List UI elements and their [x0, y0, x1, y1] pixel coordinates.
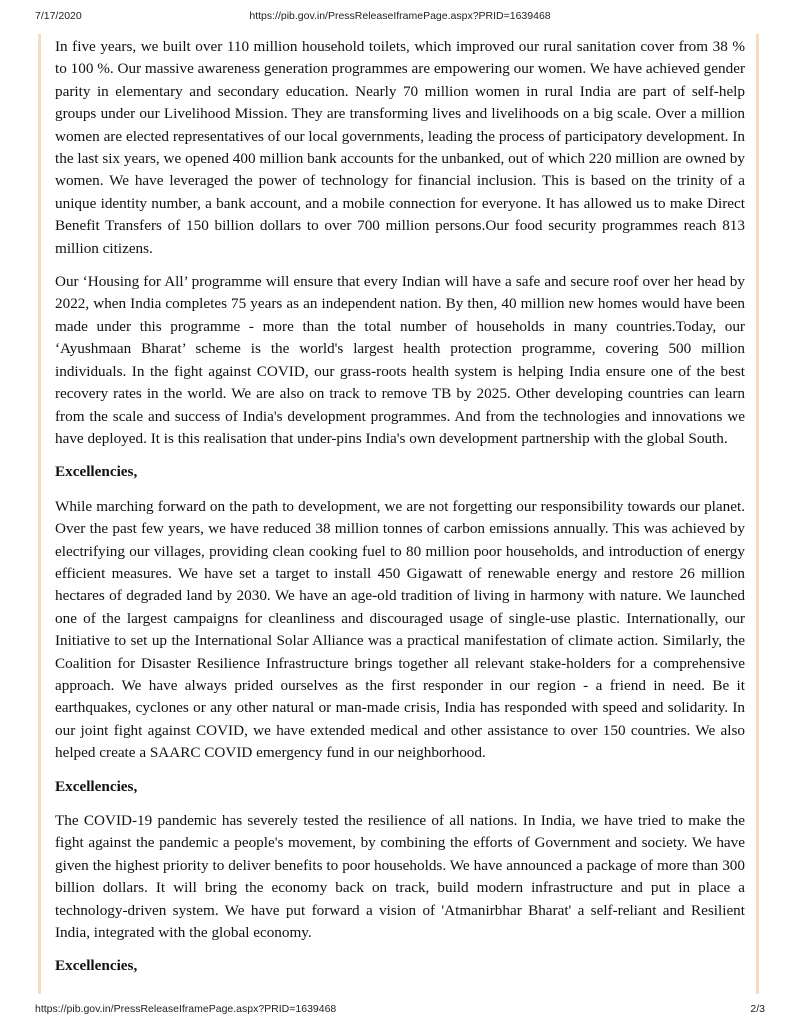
salutation-heading: Excellencies,: [55, 463, 138, 481]
press-release-body: [55, 36, 745, 990]
salutation-heading: Excellencies,: [55, 777, 138, 795]
print-date: 7/17/2020: [35, 10, 82, 22]
print-footer-url: https://pib.gov.in/PressReleaseIframePage.aspx?PRID=1639468: [35, 1003, 337, 1015]
print-header: [0, 10, 800, 24]
print-footer: [0, 1003, 800, 1017]
page-number: 2/3: [750, 1003, 765, 1015]
paragraph-covid-response: The COVID-19 pandemic has severely tested the resilience of all nations. In India, we have tried to make the fight against the pandemic a people's movement, by combining the efforts of Government and society. We have given the highest priority to deliver benefits to poor households. We have announced a package of more than 300 billion dollars. It will bring the economy back on track, build modern infrastructure and put in place a technology-driven system. We have put forward a vision of 'Atmanirbhar Bharat' a self-reliant and Resilient India, integrated with the global economy.: [55, 812, 745, 942]
paragraph-housing-health: Our ‘Housing for All’ programme will ensure that every Indian will have a safe and secure roof over her head by 2022, when India completes 75 years as an independent nation. By then, 40 million new homes would have been made under this programme - more than the total number of households in many countries.Today, our ‘Ayushmaan Bharat’ scheme is the world's largest health protection programme, covering 500 million individuals. In the fight against COVID, our grass-roots health system is helping India ensure one of the best recovery rates in the world. We are also on track to remove TB by 2025. Other developing countries can learn from the scale and success of India's development programmes. And from the technologies and innovations we have deployed. It is this realisation that under-pins India's own development partnership with the global South.: [55, 273, 745, 447]
paragraph-sanitation-women: In five years, we built over 110 million household toilets, which improved our rural sanitation cover from 38 % to 100 %. Our massive awareness generation programmes are empowering our women. We have achieved gender parity in elementary and secondary education. Nearly 70 million women in rural India are part of self-help groups under our Livelihood Mission. They are transforming lives and livelihoods on a big scale. Over a million women are elected representatives of our local governments, leading the process of participatory development. In the last six years, we opened 400 million bank accounts for the unbanked, out of which 220 million are owned by women. We have leveraged the power of technology for financial inclusion. This is based on the trinity of a unique identity number, a bank account, and a mobile connection for everyone. It has allowed us to make Direct Benefit Transfers of 150 billion dollars to over 700 million persons.Our food security programmes reach 813 million citizens.: [55, 38, 745, 257]
paragraph-climate-action: While marching forward on the path to development, we are not forgetting our responsibility towards our planet. Over the past few years, we have reduced 38 million tonnes of carbon emissions annually. This was achieved by electrifying our villages, providing clean cooking fuel to 80 million poor households, and introduction of energy efficient measures. We have set a target to install 450 Gigawatt of renewable energy and restore 26 million hectares of degraded land by 2030. We have an age-old tradition of living in harmony with nature. We launched one of the largest campaigns for cleanliness and discouraged usage of single-use plastic. Internationally, our Initiative to set up the International Solar Alliance was a practical manifestation of climate action. Similarly, the Coalition for Disaster Resilience Infrastructure brings together all relevant stake-holders for a comprehensive approach. We have always prided ourselves as the first responder in our region - a friend in need. Be it earthquakes, cyclones or any other natural or man-made crisis, India has responded with speed and solidarity. In our joint fight against COVID, we have extended medical and other assistance to over 150 countries. We also helped create a SAARC COVID emergency fund in our neighborhood.: [55, 497, 745, 762]
print-header-url: https://pib.gov.in/PressReleaseIframePage.aspx?PRID=1639468: [249, 10, 551, 22]
salutation-heading: Excellencies,: [55, 957, 138, 975]
